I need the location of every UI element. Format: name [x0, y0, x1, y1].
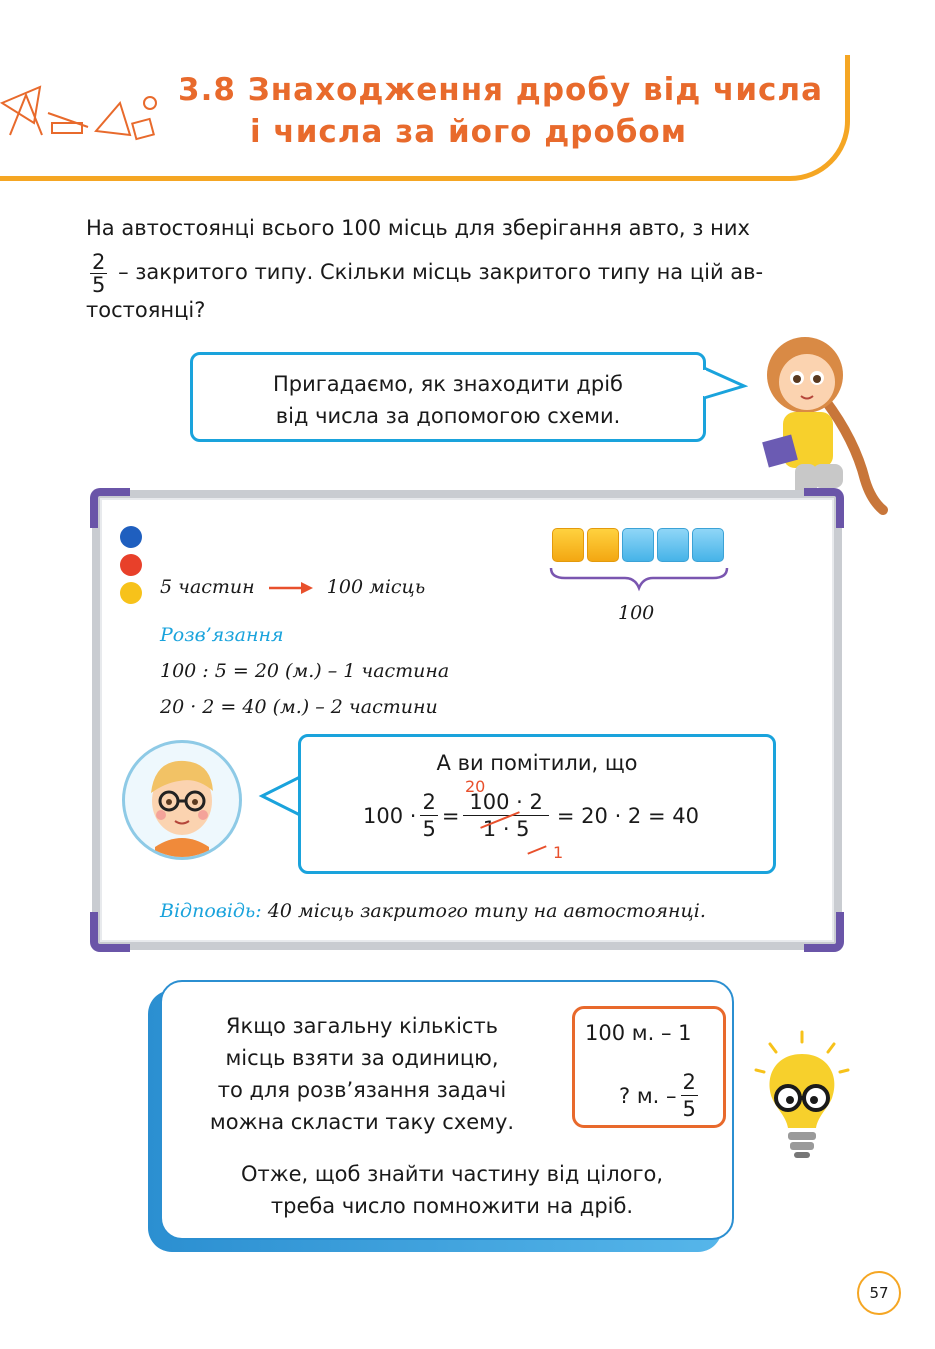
answer-line: [160, 900, 706, 922]
part-block: [622, 528, 654, 562]
boy-illustration: [125, 743, 239, 857]
problem-line-2-text: – закритого типу. Скільки місць закритого типу на цій ав-: [118, 260, 764, 284]
solution-step-2: 20 · 2 = 40 (м.) – 2 частини: [160, 696, 438, 718]
lightbulb-glasses-icon: [752, 1030, 852, 1170]
fraction-numerator: 100 · 2: [463, 789, 548, 816]
board-corner: [804, 912, 844, 952]
magnet-red: [120, 554, 142, 576]
parts-label: 5 частин: [160, 576, 255, 598]
rule-line-1: Якщо загальну кількість: [225, 1014, 499, 1038]
chapter-title: [178, 69, 838, 153]
places-label: 100 місць: [326, 576, 426, 598]
scheme-row-2-text: ? м. –: [619, 1083, 677, 1108]
equation: [363, 789, 699, 842]
page-number: 57: [857, 1271, 901, 1315]
problem-text: [86, 206, 856, 324]
fraction-numerator: 2: [92, 249, 106, 274]
answer-label: Відповідь:: [160, 900, 262, 922]
whiteboard-frame: [92, 490, 842, 950]
boy-avatar: [122, 740, 242, 860]
rule-line-4: можна скласти таку схему.: [209, 1110, 515, 1134]
problem-line-2: [86, 250, 856, 296]
rule-box: [148, 980, 734, 1250]
answer-text: 40 місць закритого типу на автостоянці.: [267, 900, 706, 922]
title-line-2: і числа за його дробом: [250, 114, 688, 150]
eq-end: = 20 · 2 = 40: [556, 803, 699, 828]
fraction-denominator: 5: [92, 272, 106, 297]
part-block: [657, 528, 689, 562]
boy-speech-bubble: [298, 734, 776, 874]
fraction-numerator: 2: [422, 790, 436, 814]
arrow-right-icon: [267, 581, 315, 595]
rule-line-3: то для розв’язання задачі: [217, 1078, 507, 1102]
brace-label: 100: [618, 602, 655, 624]
part-block-colored: [587, 528, 619, 562]
cancel-result-bottom: 1: [553, 843, 564, 862]
girl-bubble-line-1: Пригадаємо, як знаходити дріб: [272, 372, 624, 396]
fraction-denominator: 5: [682, 1097, 696, 1121]
part-block: [692, 528, 724, 562]
boy-bubble-heading: А ви помітили, що: [436, 751, 638, 775]
girl-speech-bubble: [190, 352, 706, 442]
problem-line-3: тостоянці?: [86, 297, 206, 322]
board-corner: [804, 488, 844, 528]
fraction: [420, 789, 437, 842]
solution-title: Розв’язання: [160, 624, 284, 646]
cancel-result-top: 20: [465, 777, 486, 796]
equals-sign: =: [441, 803, 460, 828]
title-line-1: 3.8 Знаходження дробу від числа: [178, 72, 824, 108]
scheme-row-2: [619, 1069, 702, 1122]
cancel-stroke: [527, 845, 546, 854]
rule-line-2: місць взяти за одиницю,: [225, 1046, 499, 1070]
conclusion-line-2: треба число помножити на дріб.: [270, 1194, 634, 1218]
board-corner: [90, 488, 130, 528]
rule-text: [182, 1010, 542, 1138]
fraction-numerator: 2: [682, 1070, 696, 1094]
part-block-colored: [552, 528, 584, 562]
curly-brace-icon: [547, 566, 737, 592]
proportion-scheme: [572, 1006, 726, 1128]
board-corner: [90, 912, 130, 952]
fraction-denominator: 5: [422, 817, 436, 841]
fraction: [90, 251, 107, 296]
conclusion-line-1: Отже, щоб знайти частину від цілого,: [240, 1162, 664, 1186]
geometry-tools-icon: [0, 73, 170, 153]
rule-conclusion: [182, 1158, 722, 1222]
rule-box-panel: [160, 980, 734, 1240]
fraction: [681, 1069, 698, 1122]
solution-step-1: 100 : 5 = 20 (м.) – 1 частина: [160, 660, 450, 682]
speech-tail-icon: [700, 364, 748, 404]
chapter-header: [0, 55, 850, 181]
eq-start: 100 ·: [363, 803, 417, 828]
fraction-denominator: 1 · 5: [482, 817, 530, 841]
whiteboard: [92, 490, 842, 950]
scheme-row-1: 100 м. – 1: [585, 1021, 692, 1045]
parts-blocks: [552, 528, 724, 562]
magnet-yellow: [120, 582, 142, 604]
girl-bubble-line-2: від числа за допомогою схеми.: [275, 404, 621, 428]
problem-line-1: На автостоянці всього 100 місць для зберігання авто, з них: [86, 216, 750, 240]
scheme-row: [160, 576, 425, 598]
magnet-blue: [120, 526, 142, 548]
